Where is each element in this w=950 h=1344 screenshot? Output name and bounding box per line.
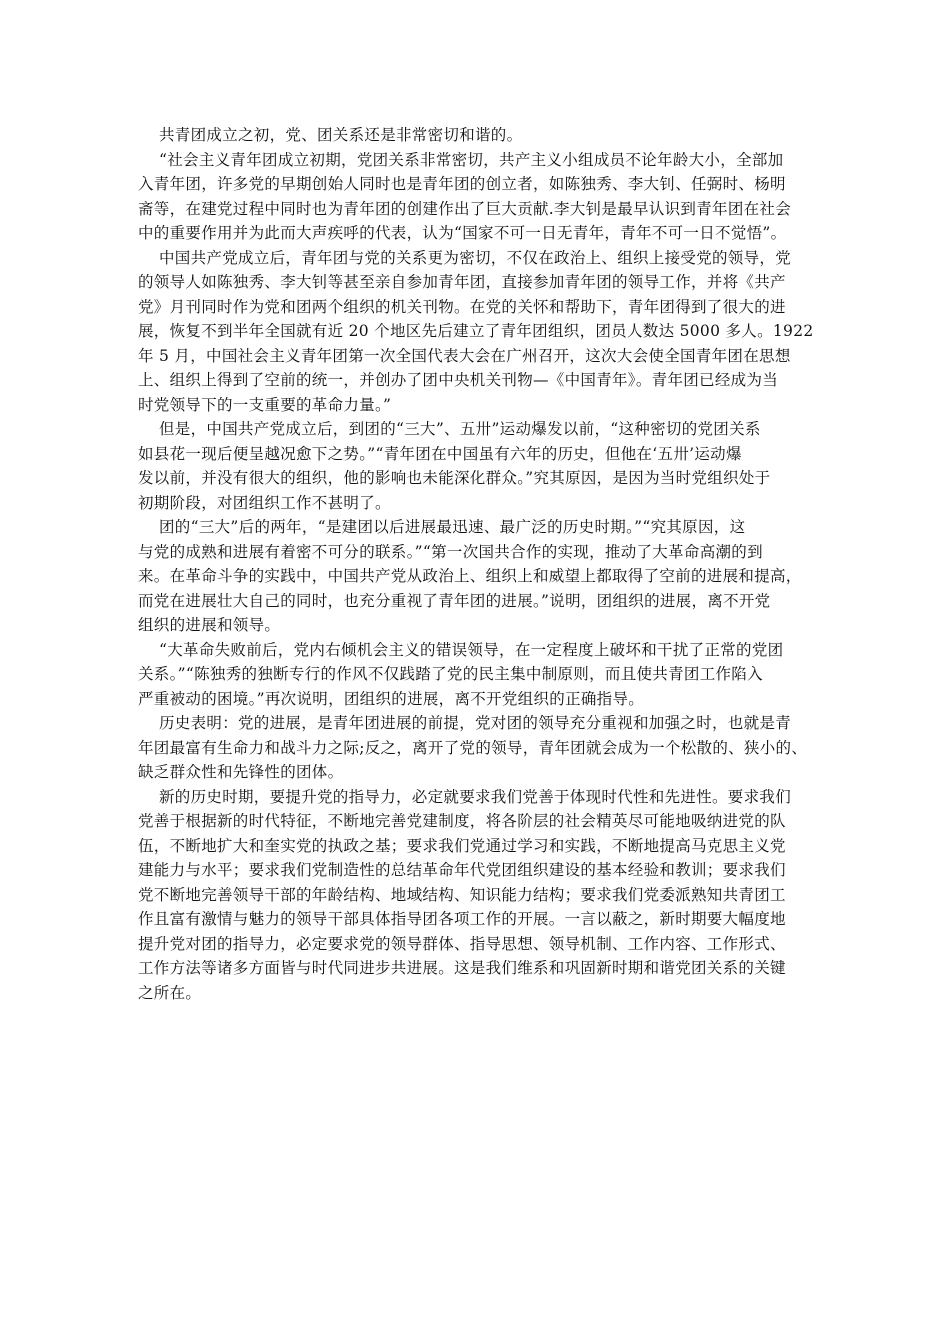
text-line: 新的历史时期，要提升党的指导力，必定就要求我们党善于体现时代性和先进性。要求我们: [159, 787, 792, 806]
text-line: “社会主义青年团成立初期，党团关系非常密切，共产主义小组成员不论年龄大小，全部加: [159, 150, 784, 169]
text-line: 作且富有激情与魅力的领导干部具体指导团各项工作的开展。一言以蔽之，新时期要大幅度地: [138, 910, 786, 928]
text-line: 共青团成立之初，党、团关系还是非常密切和谐的。: [159, 126, 523, 144]
text-line: 初期阶段，对团组织工作不甚明了。: [138, 493, 391, 512]
text-line: 党不断地完善领导干部的年龄结构、地域结构、知识能力结构；要求我们党委派熟知共青团工: [138, 885, 786, 904]
text-line: 与党的成熟和进展有着密不可分的联系。”“第一次国共合作的实现，推动了大革命高潮的到: [138, 542, 763, 561]
text-line: 斋等，在建党过程中同时也为青年团的创建作出了巨大贡献.李大钊是最早认识到青年团在社会: [138, 199, 792, 218]
text-line: 的领导人如陈独秀、李大钊等甚至亲自参加青年团，直接参加青年团的领导工作，并将《共产: [138, 273, 786, 291]
text-line: 建能力与水平；要求我们党制造性的总结革命年代党团组织建设的基本经验和教训；要求我们: [138, 861, 786, 879]
text-line: 工作方法等诸多方面皆与时代同进步共进展。这是我们维系和巩固新时期和谐党团关系的关键: [138, 959, 786, 977]
text-line: 党善于根据新的时代特征，不断地完善党建制度，将各阶层的社会精英尽可能地吸纳进党的队: [138, 812, 786, 830]
text-line: 展，恢复不到半年全国就有近 20 个地区先后建立了青年团组织，团员人数达 5000 多人。1922: [138, 322, 814, 340]
text-line: 团的“三大”后的两年，“是建团以后进展最迅速、最广泛的历史时期。”“究其原因，这: [159, 518, 746, 536]
text-line: 来。在革命斗争的实践中，中国共产党从政治上、组织上和威望上都取得了空前的进展和提高，: [138, 567, 802, 585]
text-line: 关系。”“陈独秀的独断专行的作风不仅践踏了党的民主集中制原则，而且使共青团工作陷入: [138, 665, 763, 683]
text-line: 时党领导下的一支重要的革命力量。”: [138, 395, 392, 414]
text-line: 缺乏群众性和先锋性的团体。: [138, 763, 344, 781]
text-line: 而党在进展壮大自己的同时，也充分重视了青年团的进展。”说明，团组织的进展，离不开党: [138, 591, 771, 610]
text-line: 之所在。: [138, 983, 202, 1002]
document-body: [138, 123, 828, 1005]
text-line: 中的重要作用并为此而大声疾呼的代表，认为“国家不可一日无青年，青年不可一日不觉悟”。: [138, 224, 787, 242]
text-line: 上、组织上得到了空前的统一，并创办了团中央机关刊物—《中国青年》。青年团已经成为当: [138, 371, 779, 389]
text-line: “大革命失败前后，党内右倾机会主义的错误领导，在一定程度上破坏和干扰了正常的党团: [159, 640, 784, 659]
text-line: 年 5 月，中国社会主义青年团第一次全国代表大会在广州召开，这次大会使全国青年团在思想: [138, 346, 791, 365]
text-line: 历史表明：党的进展，是青年团进展的前提，党对团的领导充分重视和加强之时，也就是青: [159, 714, 792, 732]
text-line: 提升党对团的指导力，必定要求党的领导群体、指导思想、领导机制、工作内容、工作形式、: [138, 934, 786, 953]
text-line: 入青年团，许多党的早期创始人同时也是青年团的创立者，如陈独秀、李大钊、任弼时、杨明: [138, 175, 786, 193]
text-line: 严重被动的困境。”再次说明，团组织的进展，离不开党组织的正确指导。: [138, 689, 645, 708]
text-line: 年团最富有生命力和战斗力之际;反之，离开了党的领导，青年团就会成为一个松散的、狭小的、: [138, 738, 808, 757]
text-line: 发以前，并没有很大的组织，他的影响也未能深化群众。”究其原因，是因为当时党组织处于: [138, 469, 771, 487]
text-line: 伍，不断地扩大和奎实党的执政之基；要求我们党通过学习和实践，不断地提高马克思主义党: [138, 836, 786, 855]
text-line: 组织的进展和领导。: [138, 616, 281, 634]
text-line: 党》月刊同时作为党和团两个组织的机关刊物。在党的关怀和帮助下，青年团得到了很大的进: [138, 297, 786, 316]
text-line: 但是，中国共产党成立后，到团的“三大”、五卅”运动爆发以前，“这种密切的党团关系: [159, 420, 761, 438]
text-line: 中国共产党成立后，青年团与党的关系更为密切，不仅在政治上、组织上接受党的领导，党: [159, 248, 792, 267]
text-line: 如县花一现后便呈越况愈下之势。”“青年团在中国虽有六年的历史，但他在‘五卅’运动爆: [138, 444, 742, 463]
